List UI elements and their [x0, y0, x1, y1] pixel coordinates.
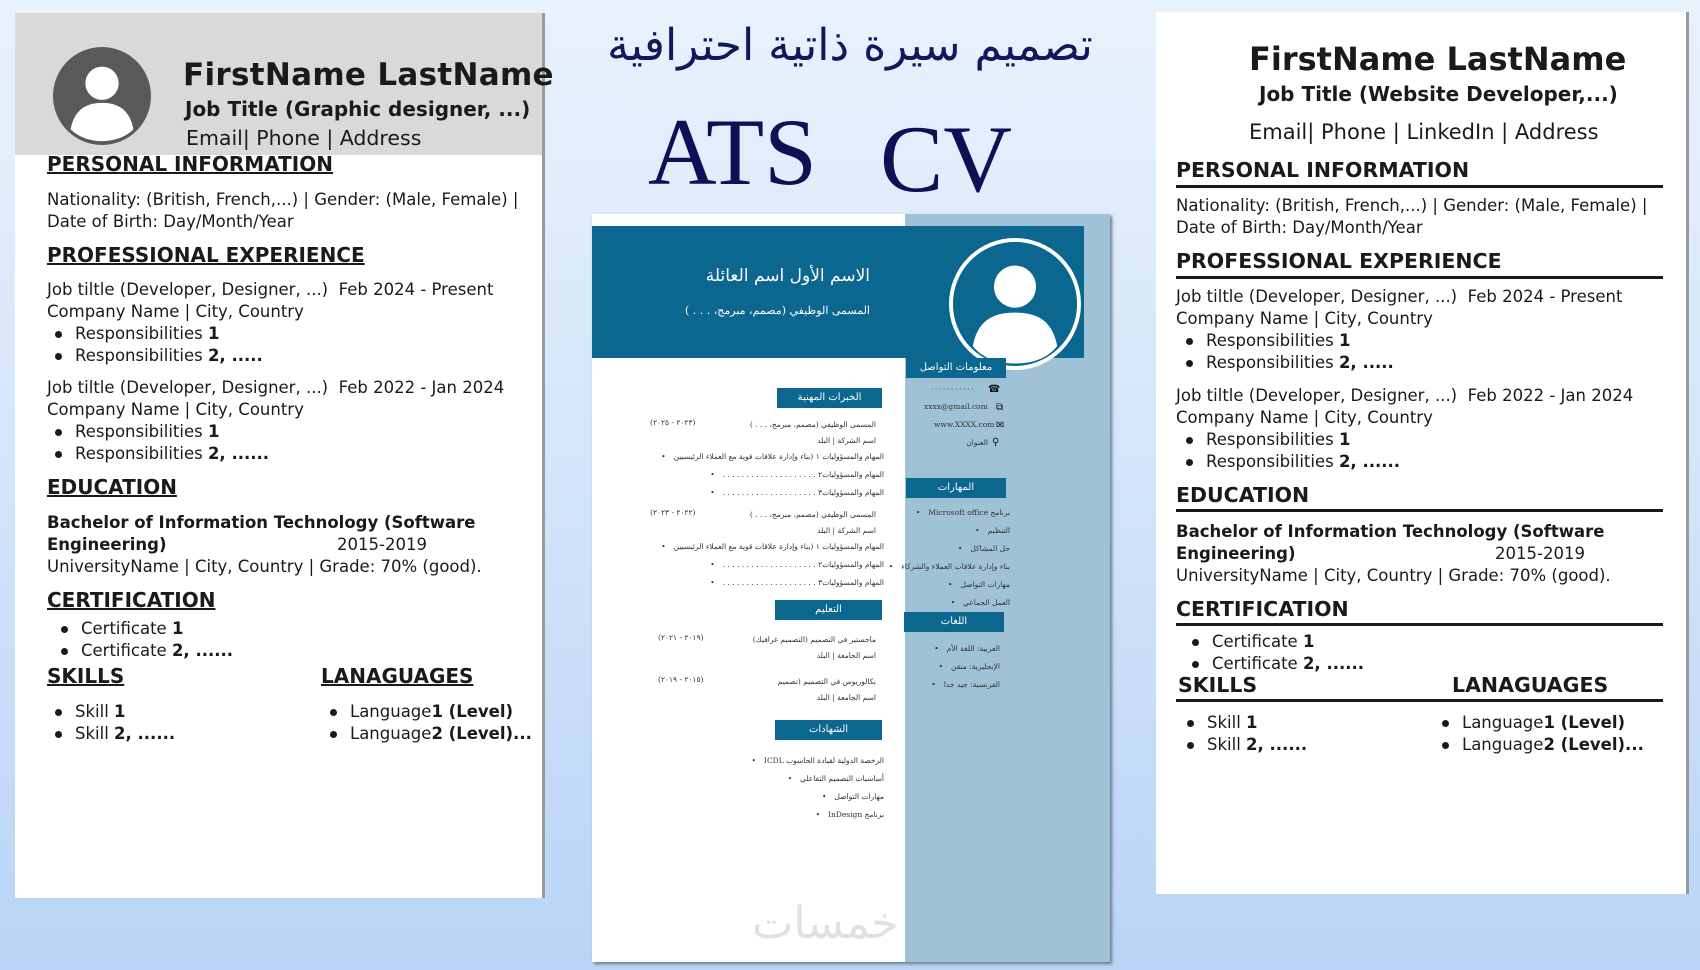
email-value: xxxx@gmail.com: [924, 402, 988, 411]
cv-job-title: المسمى الوظيفي (مصمم، مبرمج، . . . ): [684, 304, 870, 317]
section-heading: LANAGUAGES: [321, 664, 474, 688]
list-item: المهام والمسؤوليات٣ . . . . . . . . . . . . . . . . . . . . •: [710, 488, 884, 497]
list-item: Certificate 1: [1212, 630, 1314, 654]
job-title-line: المسمى الوظيفي (مصمم، مبرمج، . . . ): [749, 420, 876, 429]
section-divider: [1176, 276, 1663, 279]
avatar-icon: [53, 47, 151, 145]
envelope-icon: ✉: [996, 420, 1005, 431]
list-item: Responsibilities 1: [75, 420, 219, 444]
cv-template-right: [1156, 12, 1686, 894]
cv-contact: Email| Phone | LinkedIn | Address: [1249, 120, 1599, 144]
personal-line: Nationality: (British, French,...) | Gender: (Male, Female) |: [47, 190, 519, 209]
section-heading: CERTIFICATION: [1176, 597, 1349, 621]
user-icon: [953, 242, 1077, 366]
list-item: التنظيم •: [975, 526, 1010, 535]
cv-name: الاسم الأول اسم العائلة: [705, 266, 870, 286]
list-item: المهام والمسؤوليات٢ . . . . . . . . . . . . . . . . . . . . •: [710, 470, 884, 479]
list-item: Responsibilities 2, .....: [1206, 351, 1394, 375]
section-label: اللغات: [904, 612, 1004, 632]
degree-line: Bachelor of Information Technology (Software: [47, 513, 476, 532]
degree-line: Engineering): [1176, 544, 1296, 563]
section-heading: SKILLS: [47, 664, 125, 688]
degree-years: 2015-2019: [1495, 544, 1585, 563]
section-heading: PROFESSIONAL EXPERIENCE: [47, 243, 365, 267]
job-title-line: Job tiltle (Developer, Designer, ...) Feb 2024 - Present: [1176, 287, 1623, 306]
section-label: المهارات: [906, 478, 1006, 498]
list-item: الرخصة الدولية لقيادة الحاسوب ICDL •: [752, 756, 884, 765]
section-heading: CERTIFICATION: [47, 588, 216, 612]
list-item: العربية: اللغة الأم •: [934, 644, 1000, 653]
list-item: حل المشاكل •: [958, 544, 1010, 553]
list-item: Language1 (Level): [1462, 711, 1625, 735]
section-divider: [1176, 509, 1663, 512]
personal-line: Date of Birth: Day/Month/Year: [1176, 218, 1423, 237]
job-title-line: Job tiltle (Developer, Designer, ...) Feb 2024 - Present: [47, 280, 494, 299]
list-item: Language2 (Level)...: [1462, 733, 1644, 757]
company-line: Company Name | City, Country: [1176, 408, 1433, 427]
personal-line: Nationality: (British, French,...) | Gender: (Male, Female) |: [1176, 196, 1648, 215]
list-item: برنامج InDesign •: [816, 810, 884, 819]
university-line: UniversityName | City, Country | Grade: 70% (good).: [47, 557, 482, 576]
avatar: [949, 238, 1081, 370]
job-title-line: المسمى الوظيفي (مصمم، مبرمج، . . . ): [749, 510, 876, 519]
address-value: العنوان: [966, 438, 988, 447]
cv-contact: Email| Phone | Address: [186, 126, 422, 150]
list-item: مهارات التواصل •: [948, 580, 1010, 589]
banner-title-ats: ATS: [648, 99, 817, 205]
degree-dates: (٢٠١٥ - ٢٠١٩): [658, 675, 704, 684]
degree-dates: (٢٠١٩ - ٢٠٢١): [658, 633, 704, 642]
list-item: أساسيات التصميم التفاعلي •: [788, 774, 884, 783]
list-item: المهام والمسؤوليات ١ (بناء وإدارة علاقات قوية مع العملاء الرئيسيين •: [661, 452, 884, 461]
section-heading: PROFESSIONAL EXPERIENCE: [1176, 249, 1502, 273]
section-divider: [1176, 623, 1663, 626]
cv-template-arabic: [592, 214, 1110, 962]
list-item: Certificate 1: [81, 617, 183, 641]
section-label: معلومات التواصل: [906, 358, 1006, 378]
section-heading: EDUCATION: [1176, 483, 1310, 507]
university-line: UniversityName | City, Country | Grade: 70% (good).: [1176, 566, 1611, 585]
list-item: الفرنسية: جيد جدا •: [931, 680, 1000, 689]
list-item: Language2 (Level)...: [350, 722, 532, 746]
degree-line: ماجستير في التصميم (التصميم غرافيك): [752, 635, 876, 644]
phone-value: ٠٠٠٠٠٠٠٠٠٠٠: [930, 384, 975, 393]
cv-name: FirstName LastName: [183, 57, 554, 93]
university-line: اسم الجامعة | البلد: [816, 651, 876, 660]
list-item: Responsibilities 1: [75, 322, 219, 346]
personal-line: Date of Birth: Day/Month/Year: [47, 212, 294, 231]
list-item: مهارات التواصل •: [822, 792, 884, 801]
job-dates: (٢٠٢٢ - ٢٠٢٣): [650, 508, 696, 517]
degree-line: بكالوريوس في التصميم (تصميم: [777, 677, 876, 686]
company-line: اسم الشركة | البلد: [817, 436, 876, 445]
section-heading: PERSONAL INFORMATION: [1176, 158, 1470, 182]
job-title-line: Job tiltle (Developer, Designer, ...) Feb 2022 - Jan 2024: [1176, 386, 1634, 405]
list-item: Responsibilities 1: [1206, 428, 1350, 452]
section-label: الشهادات: [775, 720, 882, 740]
list-item: Certificate 2, ......: [81, 639, 233, 663]
phone-icon: ☎: [988, 384, 1001, 395]
cv-name: FirstName LastName: [1249, 40, 1627, 78]
watermark-logo: خمسات: [752, 898, 899, 949]
company-line: Company Name | City, Country: [47, 400, 304, 419]
section-heading: EDUCATION: [47, 475, 177, 499]
list-item: Skill 1: [1207, 711, 1258, 735]
list-item: Skill 1: [75, 700, 126, 724]
banner-title-cv: CV: [880, 106, 1012, 212]
degree-line: Bachelor of Information Technology (Software: [1176, 522, 1605, 541]
cv-job-title: Job Title (Graphic designer, ...): [185, 97, 531, 121]
section-divider: [1176, 185, 1663, 188]
company-line: اسم الشركة | البلد: [817, 526, 876, 535]
location-pin-icon: ⚲: [992, 437, 1000, 448]
degree-years: 2015-2019: [337, 535, 427, 554]
section-heading: LANAGUAGES: [1452, 673, 1609, 697]
job-dates: (٢٠٢٣ - ٢٠٢٥): [650, 418, 696, 427]
list-item: Responsibilities 2, ......: [1206, 450, 1400, 474]
degree-line: Engineering): [47, 535, 167, 554]
cv-header-band: [592, 226, 1084, 358]
section-heading: SKILLS: [1178, 673, 1258, 697]
list-item: Certificate 2, ......: [1212, 652, 1364, 676]
section-label: الخبرات المهنية: [777, 388, 882, 408]
cv-template-left: [15, 13, 554, 898]
section-label: التعليم: [775, 600, 882, 620]
cv-header: [15, 13, 554, 155]
university-line: اسم الجامعة | البلد: [816, 693, 876, 702]
list-item: المهام والمسؤوليات٣ . . . . . . . . . . . . . . . . . . . . •: [710, 578, 884, 587]
company-line: Company Name | City, Country: [47, 302, 304, 321]
list-item: بناء وإدارة علاقات العملاء والشركاء •: [889, 562, 1010, 571]
banner-title-arabic: تصميم سيرة ذاتية احترافية: [607, 20, 1093, 71]
website-value: www.XXXX.com: [934, 420, 995, 429]
cv-job-title: Job Title (Website Developer,...): [1259, 82, 1618, 106]
section-divider: [1176, 699, 1663, 702]
list-item: Responsibilities 2, .....: [75, 344, 263, 368]
list-item: Skill 2, ......: [75, 722, 175, 746]
list-item: الإنجليزية: متقن •: [939, 662, 1000, 671]
section-heading: PERSONAL INFORMATION: [47, 152, 333, 176]
list-item: المهام والمسؤوليات ١ (بناء وإدارة علاقات قوية مع العملاء الرئيسيين •: [661, 542, 884, 551]
list-item: المهام والمسؤوليات٢ . . . . . . . . . . . . . . . . . . . . •: [710, 560, 884, 569]
external-link-icon: ⧉: [996, 402, 1004, 413]
list-item: Responsibilities 2, ......: [75, 442, 269, 466]
list-item: العمل الجماعي •: [951, 598, 1010, 607]
company-line: Company Name | City, Country: [1176, 309, 1433, 328]
list-item: برنامج Microsoft office •: [916, 508, 1010, 517]
list-item: Skill 2, ......: [1207, 733, 1307, 757]
list-item: Language1 (Level): [350, 700, 513, 724]
list-item: Responsibilities 1: [1206, 329, 1350, 353]
job-title-line: Job tiltle (Developer, Designer, ...) Feb 2022 - Jan 2024: [47, 378, 505, 397]
